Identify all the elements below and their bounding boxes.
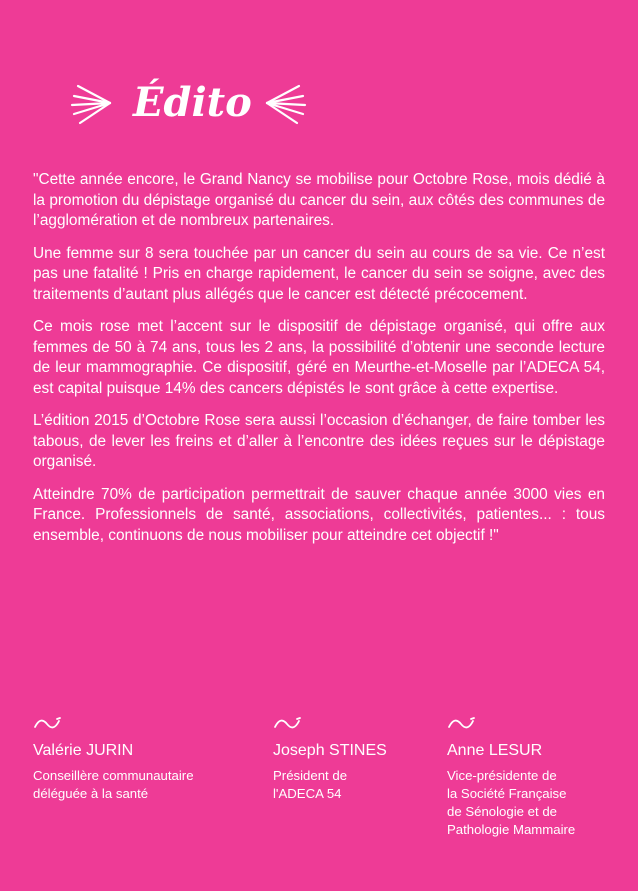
flourish-icon (33, 715, 63, 731)
signatory-role (273, 767, 423, 803)
paragraph: Une femme sur 8 sera touchée par un cancer du sein au cours de sa vie. Ce n’est pas une fatalité ! Pris en charge rapidement, le cancer du sein se soigne, avec des traitements d’autant plus allégés que le cancer est détecté précocement. (33, 244, 605, 303)
edito-body (33, 170, 605, 558)
role-line: Pathologie Mammaire (447, 822, 576, 837)
role-line: l'ADECA 54 (273, 786, 342, 801)
signatures (0, 715, 638, 875)
paragraph: Atteindre 70% de participation permettrait de sauver chaque année 3000 vies en France. Professionnels de santé, associations, collectivités, patientes... : tous ensemble, continuons de nous mobiliser pour atteindre cet objectif !" (33, 485, 605, 544)
signatory-role (33, 767, 243, 803)
role-line: la Société Française (447, 786, 567, 801)
flourish-icon (273, 715, 303, 731)
paragraph: Ce mois rose met l’accent sur le dispositif de dépistage organisé, qui offre aux femmes de 50 à 74 ans, tous les 2 ans, la possibilité d’obtenir une seconde lecture de leur mammographie. Ce dispositif, géré en Meurthe-et-Moselle par l’ADECA 54, est capital puisque 14% des cancers dépistés le sont grâce à cette expertise. (33, 318, 605, 397)
paragraph: "Cette année encore, le Grand Nancy se mobilise pour Octobre Rose, mois dédié à la promotion du dépistage organisé du cancer du sein, aux côtés des communes de l’agglomération et de nombreux partenaires. (33, 171, 605, 229)
role-line: Conseillère communautaire (33, 768, 194, 783)
flourish-icon (447, 715, 477, 731)
signatory-name: Valérie JURIN (33, 742, 134, 759)
signatory-name: Anne LESUR (447, 742, 543, 759)
signature-block (33, 715, 243, 803)
sunburst-left-icon (70, 72, 132, 134)
signature-block (447, 715, 617, 839)
edito-header (0, 72, 638, 142)
page-title: Édito (133, 79, 252, 126)
role-line: déléguée à la santé (33, 786, 149, 801)
role-line: Président de (273, 768, 348, 783)
paragraph: L’édition 2015 d’Octobre Rose sera aussi l’occasion d’échanger, de faire tomber les tabous, de lever les freins et d’aller à l’encontre des idées reçues sur le dépistage organisé. (33, 412, 605, 470)
signature-block (273, 715, 423, 803)
role-line: Vice-présidente de (447, 768, 557, 783)
sunburst-right-icon (245, 72, 307, 134)
signatory-name: Joseph STINES (273, 742, 387, 759)
signatory-role (447, 767, 617, 839)
role-line: de Sénologie et de (447, 804, 557, 819)
